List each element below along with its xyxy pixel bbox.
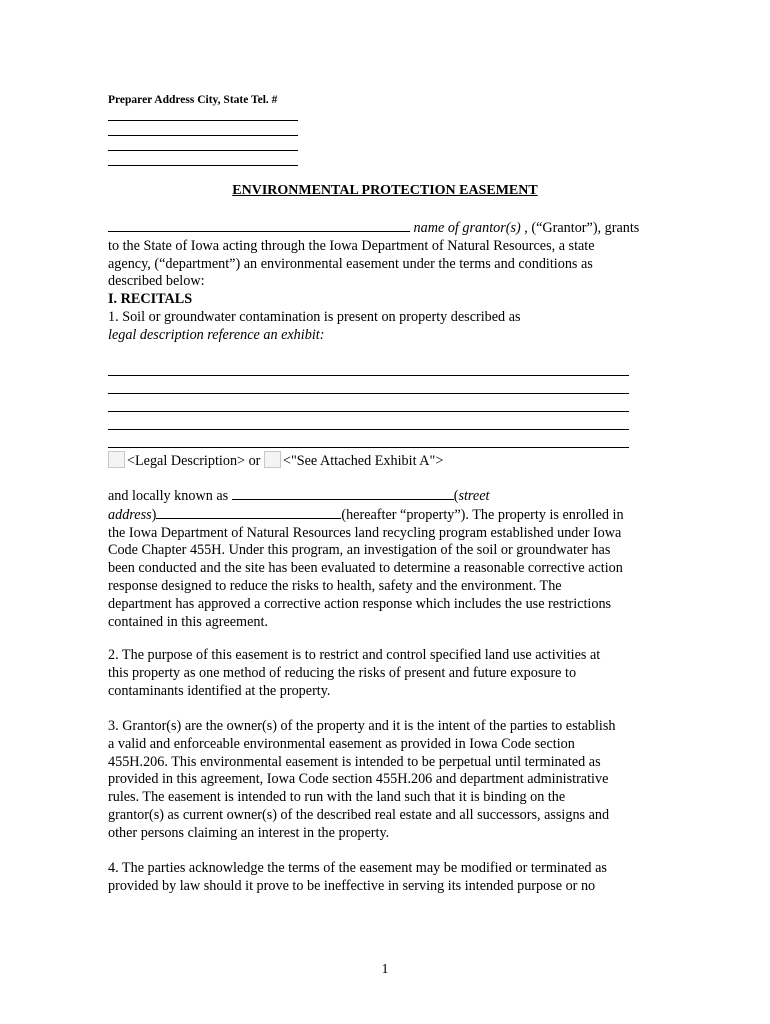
intro-line-1 [108,219,663,238]
preparer-label: Preparer Address City, State Tel. # [108,94,278,106]
street-address-field[interactable] [156,506,341,519]
preparer-line-2[interactable] [108,135,298,136]
preparer-line-1[interactable] [108,120,298,121]
description-options [108,451,663,471]
legal-description-line-4[interactable] [108,429,629,430]
recital-3-paragraph [108,718,663,843]
recital-3-line: other persons claiming an interest in the property. [108,824,390,841]
recital-2-paragraph [108,647,663,700]
recital-3-line: 455H.206. This environmental easement is intended to be perpetual until terminated as [108,753,601,770]
legal-description-line-1[interactable] [108,375,629,376]
intro-line-3: agency, (“department”) an environmental easement under the terms and conditions as [108,255,593,272]
known-as-line-1: and locally known as (street [108,488,490,504]
legal-description-line-3[interactable] [108,411,629,412]
recital-2-line: contaminants identified at the property. [108,682,331,699]
recitals-heading: I. RECITALS [108,291,193,308]
option-exhibit-a: <"See Attached Exhibit A"> [282,453,444,469]
grantor-name-field[interactable] [108,219,410,232]
known-as-paragraph [108,487,663,631]
page-number: 1 [381,962,389,977]
known-as-line-7: department has approved a corrective action response which includes the use restrictions [108,595,612,612]
intro-line-1-rest: , (“Grantor”), grants [520,220,640,236]
recital-3-line: provided in this agreement, Iowa Code section 455H.206 and department administrative [108,771,609,788]
option-legal-description: <Legal Description> or [127,453,261,469]
intro-line-2: to the State of Iowa acting through the Iowa Department of Natural Resources, a state [108,237,595,254]
grantor-field-label: name of grantor(s) [413,220,521,236]
address-label: address [108,506,152,523]
known-as-line-4: Code Chapter 455H. Under this program, an investigation of the soil or groundwater has [108,542,611,559]
street-label: street [458,488,490,504]
recital-1-line-2: legal description reference an exhibit: [108,326,325,343]
recital-3-line: grantor(s) as current owner(s) of the described real estate and all successors, assigns and [108,806,610,823]
recital-2-line: this property as one method of reducing the risks of present and future exposure to [108,664,577,681]
known-as-line-5: been conducted and the site has been evaluated to determine a reasonable corrective action [108,560,623,577]
document-title: ENVIRONMENTAL PROTECTION EASEMENT [232,183,538,198]
known-as-line-8: contained in this agreement. [108,613,268,630]
known-as-line-6: response designed to reduce the risks to health, safety and the environment. The [108,577,562,594]
recital-3-line: rules. The easement is intended to run with the land such that it is binding on the [108,789,566,806]
known-as-line-3: the Iowa Department of Natural Resources land recycling program established under Iowa [108,524,622,541]
intro-line-4: described below: [108,273,205,290]
exhibit-a-checkbox[interactable] [264,451,281,468]
recital-3-line: a valid and enforceable environmental easement as provided in Iowa Code section [108,735,575,752]
known-as-line-2: address) (hereafter “property”). The property is enrolled in [108,506,624,523]
recital-4-paragraph [108,860,663,896]
recital-3-line: 3. Grantor(s) are the owner(s) of the property and it is the intent of the parties to establish [108,718,616,734]
legal-description-line-2[interactable] [108,393,629,394]
recital-4-line: provided by law should it prove to be ineffective in serving its intended purpose or no [108,877,596,894]
locally-known-as-field[interactable] [232,487,454,500]
known-as-prefix: and locally known as [108,488,232,504]
intro-paragraph [108,219,663,345]
preparer-line-3[interactable] [108,150,298,151]
known-as-line-2-rest: (hereafter “property”). The property is enrolled in [341,506,624,523]
legal-description-checkbox[interactable] [108,451,125,468]
recital-1-line-1: 1. Soil or groundwater contamination is present on property described as [108,308,521,325]
recital-2-line: 2. The purpose of this easement is to restrict and control specified land use activities at [108,647,601,663]
legal-description-line-5[interactable] [108,447,629,448]
recital-4-line: 4. The parties acknowledge the terms of the easement may be modified or terminated as [108,860,607,876]
preparer-line-4[interactable] [108,165,298,166]
